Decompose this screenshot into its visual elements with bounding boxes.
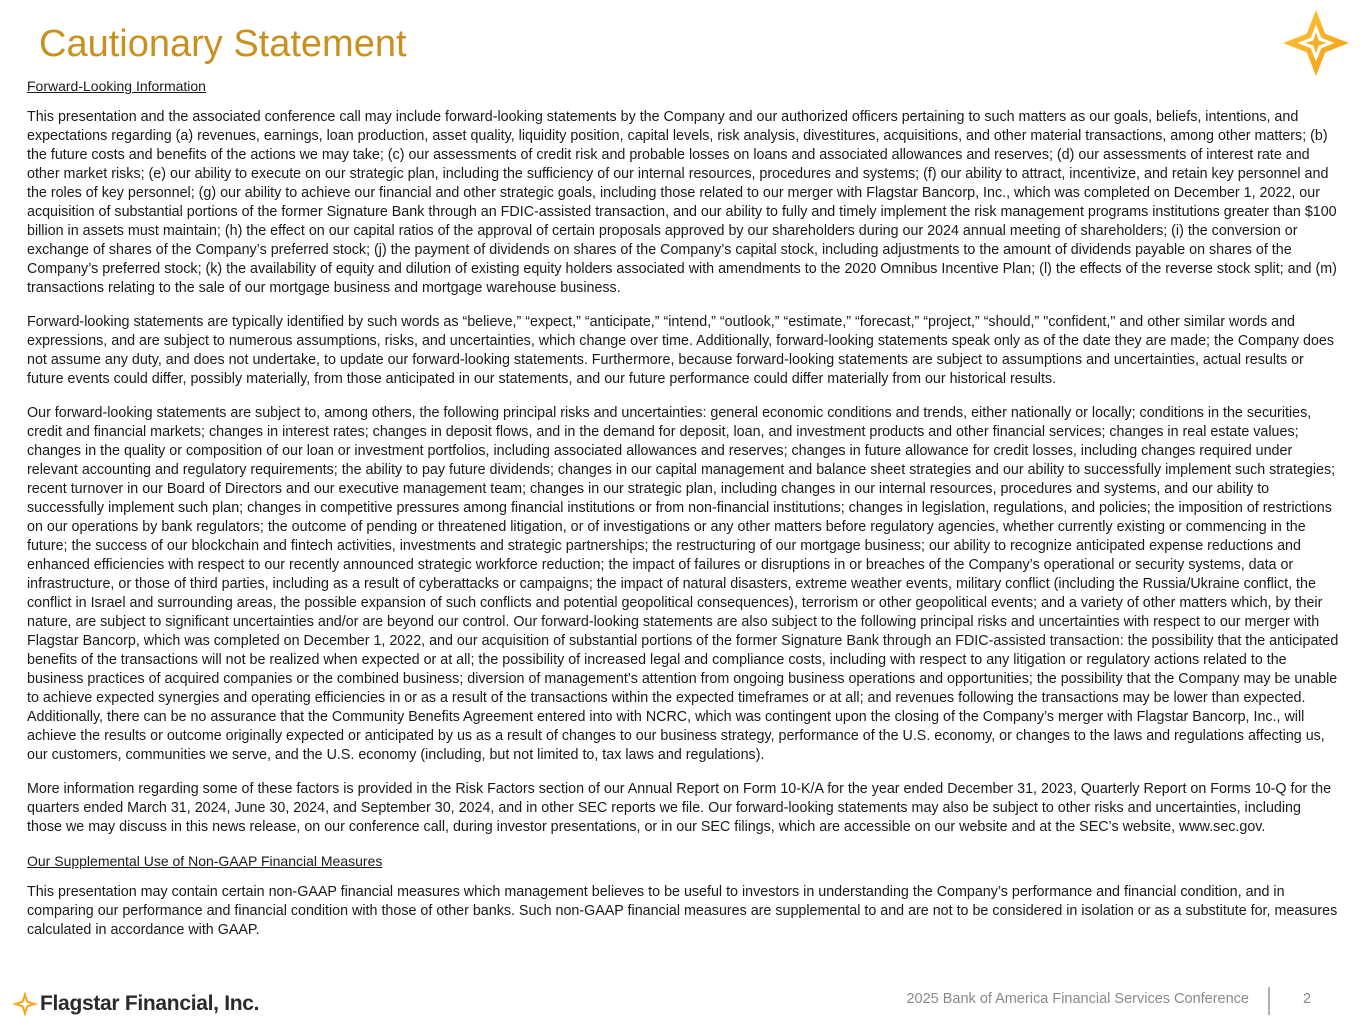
non-gaap-paragraph: This presentation may contain certain non-GAAP financial measures which management believes to be useful to investors in understanding the Company’s performance and financial condition, and in comparing our performance and financial condition with those of other banks. Such non-GAAP financial measures are supplemental to and are not to be considered in isolation or as a substitute for, measures calculated in accordance with GAAP.	[27, 884, 1338, 938]
forward-looking-paragraph-4: More information regarding some of these factors is provided in the Risk Factors section of our Annual Report on Form 10-K/A for the year ended December 31, 2023, Quarterly Report on Forms 10-Q for the quarters ended March 31, 2024, June 30, 2024, and September 30, 2024, and in other SEC reports we file. Our forward-looking statements may also be subject to other risks and uncertainties, including those we may discuss in this news release, on our conference call, during investor presentations, or in our SEC filings, which are accessible on our website and at the SEC’s website, www.sec.gov.	[27, 781, 1332, 835]
footer-divider	[1268, 987, 1270, 1015]
footer-star-icon	[12, 991, 38, 1017]
forward-looking-heading: Forward-Looking Information	[27, 78, 206, 94]
page-title: Cautionary Statement	[39, 23, 407, 65]
cautionary-content	[27, 77, 1339, 955]
non-gaap-heading: Our Supplemental Use of Non-GAAP Financial Measures	[27, 853, 383, 869]
page-number: 2	[1303, 991, 1312, 1007]
conference-name: 2025 Bank of America Financial Services Conference	[906, 991, 1249, 1007]
star-logo-icon	[1283, 10, 1349, 76]
forward-looking-paragraph-1: This presentation and the associated conference call may include forward-looking statements by the Company and our authorized officers pertaining to such matters as our goals, beliefs, intentions, and expectations regarding (a) revenues, earnings, loan production, asset quality, liquidity position, capital levels, risk analysis, divestitures, acquisitions, and other material transactions, among other matters; (b) the future costs and benefits of the actions we may take; (c) our assessments of credit risk and probable losses on loans and associated allowances and reserves; (d) our assessments of interest rate and other market risks; (e) our ability to execute on our strategic plan, including the sufficiency of our internal resources, procedures and systems; (f) our ability to attract, incentivize, and retain key personnel and the roles of key personnel; (g) our ability to achieve our financial and other strategic goals, including those related to our merger with Flagstar Bancorp, Inc., which was completed on December 1, 2022, our acquisition of substantial portions of the former Signature Bank through an FDIC-assisted transaction, and our ability to fully and timely implement the risk management programs institutions greater than $100 billion in assets must maintain; (h) the effect on our capital ratios of the approval of certain proposals approved by our shareholders during our 2024 annual meeting of shareholders; (i) the conversion or exchange of shares of the Company’s preferred stock; (j) the payment of dividends on shares of the Company’s capital stock, including adjustments to the amount of dividends payable on shares of the Company’s preferred stock; (k) the availability of equity and dilution of existing equity holders associated with amendments to the 2020 Omnibus Incentive Plan; (l) the effects of the reverse stock split; and (m) transactions relating to the sale of our mortgage business and mortgage warehouse business.	[27, 109, 1337, 296]
forward-looking-paragraph-3: Our forward-looking statements are subject to, among others, the following principal risks and uncertainties: general economic conditions and trends, either nationally or locally; conditions in the securities, credit and financial markets; changes in interest rates; changes in deposit flows, and in the demand for deposit, loan, and investment products and other financial services; changes in real estate values; changes in the quality or composition of our loan or investment portfolios, including associated allowances and reserves; changes in future allowance for credit losses, including changes required under relevant accounting and regulatory requirements; the ability to pay future dividends; changes in our capital management and balance sheet strategies and our ability to successfully implement such strategies; recent turnover in our Board of Directors and our executive management team; changes in our strategic plan, including changes in our internal resources, procedures and systems, and our ability to successfully implement such plan; changes in competitive pressures among financial institutions or from non-financial institutions; changes in legislation, regulations, and policies; the imposition of restrictions on our operations by bank regulators; the outcome of pending or threatened litigation, or of investigations or any other matters before regulatory agencies, whether currently existing or commencing in the future; the success of our blockchain and fintech activities, investments and strategic partnerships; the restructuring of our mortgage business; our ability to recognize anticipated expense reductions and enhanced efficiencies with respect to our recently announced strategic workforce reduction; the impact of failures or disruptions in or breaches of the Company’s operational or security systems, data or infrastructure, or those of third parties, including as a result of cyberattacks or campaigns; the impact of natural disasters, extreme weather events, military conflict (including the Russia/Ukraine conflict, the conflict in Israel and surrounding areas, the possible expansion of such conflicts and potential geopolitical consequences), terrorism or other geopolitical events; and a variety of other matters which, by their nature, are subject to significant uncertainties and/or are beyond our control. Our forward-looking statements are also subject to the following principal risks and uncertainties with respect to our merger with Flagstar Bancorp, which was completed on December 1, 2022, and our acquisition of substantial portions of the former Signature Bank through an FDIC-assisted transaction: the possibility that the anticipated benefits of the transactions will not be realized when expected or at all; the possibility of increased legal and compliance costs, including with respect to any litigation or regulatory actions related to the business practices of acquired companies or the combined business; diversion of management’s attention from ongoing business operations and opportunities; the possibility that the Company may be unable to achieve expected synergies and operating efficiencies in or as a result of the transactions within the expected timeframes or at all; and revenues following the transactions may be lower than expected. Additionally, there can be no assurance that the Community Benefits Agreement entered into with NCRC, which was contingent upon the closing of the Company’s merger with Flagstar Bancorp, Inc., will achieve the results or outcome originally expected or anticipated by us as a result of changes to our business strategy, performance of the U.S. economy, or changes to the laws and regulations affecting us, our customers, communities we serve, and the U.S. economy (including, but not limited to, tax laws and regulations).	[27, 405, 1339, 763]
footer-brand	[12, 990, 259, 1018]
brand-name: Flagstar Financial, Inc.	[40, 992, 260, 1015]
forward-looking-paragraph-2: Forward-looking statements are typically identified by such words as “believe,” “expect,” “anticipate,” “intend,” “outlook,” “estimate,” “forecast,” “project,” “should,” "confident," and other similar words and expressions, and are subject to numerous assumptions, risks, and uncertainties, which change over time. Additionally, forward-looking statements speak only as of the date they are made; the Company does not assume any duty, and does not undertake, to update our forward-looking statements. Furthermore, because forward-looking statements are subject to assumptions and uncertainties, actual results or future events could differ, possibly materially, from those anticipated in our statements, and our future performance could differ materially from our historical results.	[27, 314, 1335, 387]
